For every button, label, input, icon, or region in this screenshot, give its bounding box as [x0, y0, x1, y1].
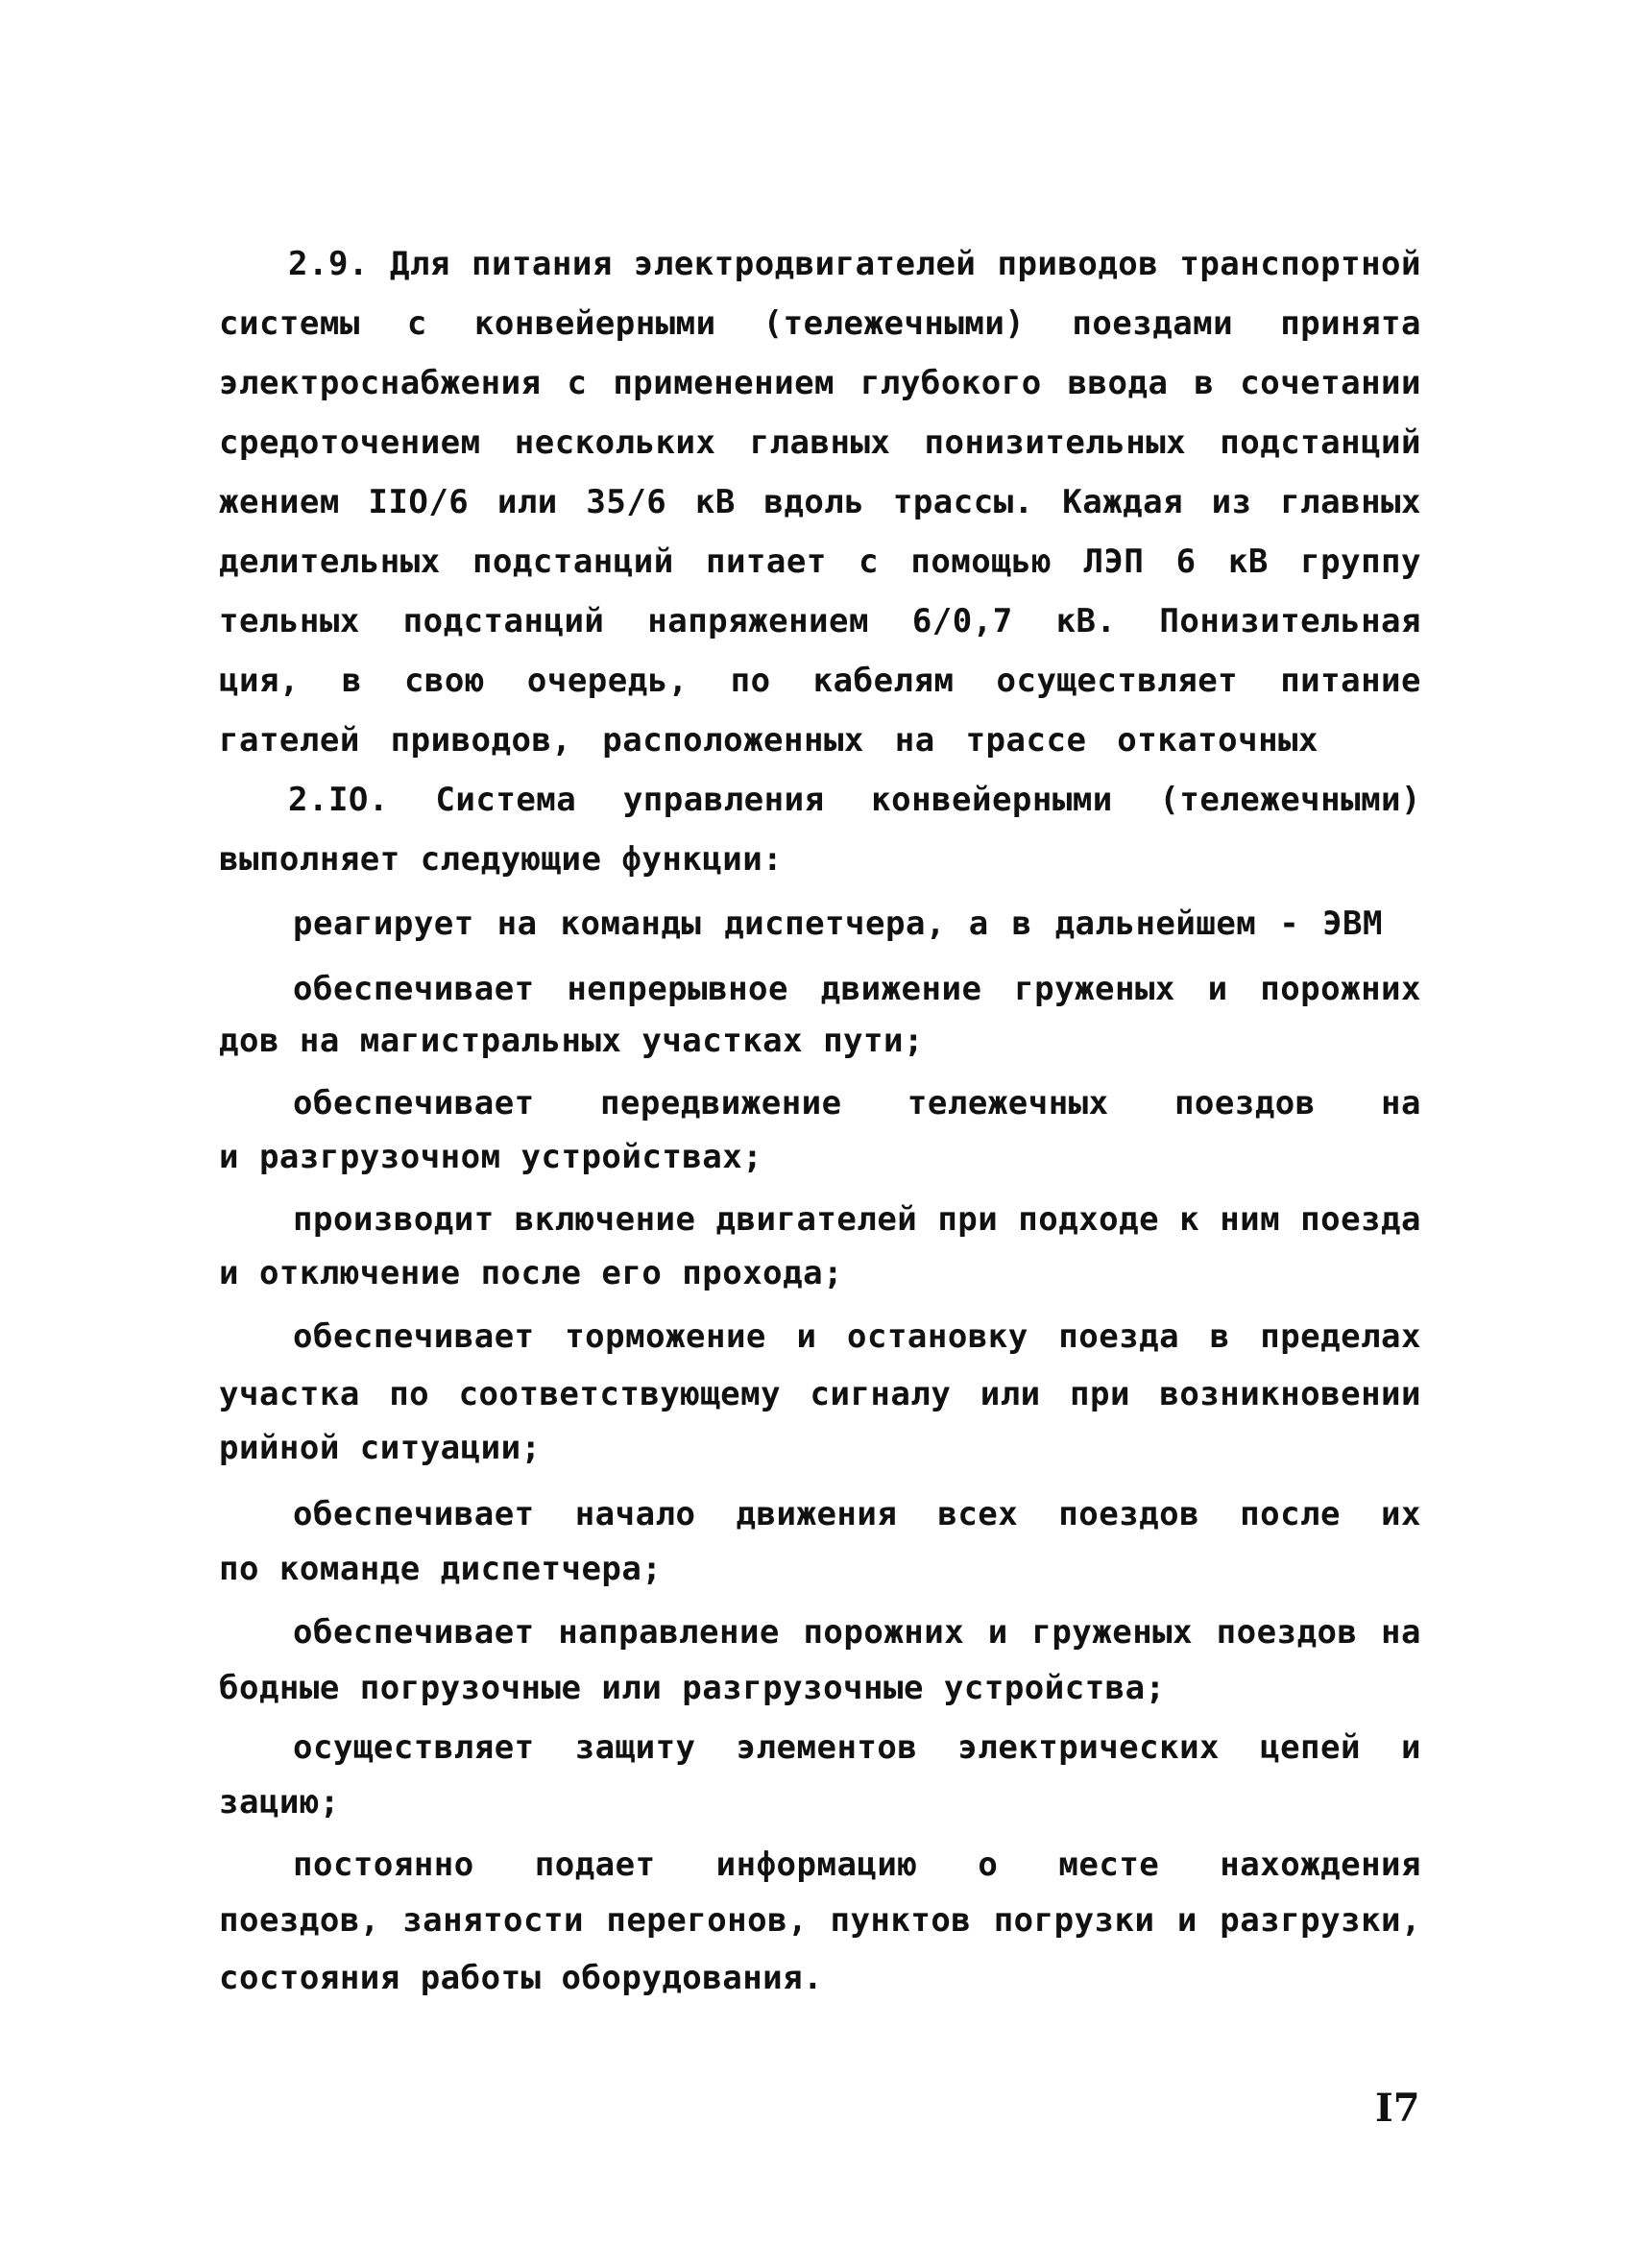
text-line: и отключение после его прохода; [219, 1254, 844, 1292]
text-line: обеспечивает начало движения всех поездов после их [293, 1495, 1421, 1533]
text-line: обеспечивает направление порожних и груженых поездов на [293, 1613, 1421, 1652]
text-line: состояния работы оборудования. [219, 1959, 824, 1997]
text-line: и разгрузочном устройствах; [219, 1138, 763, 1176]
page-number: I7 [1375, 2086, 1420, 2131]
text-line: рийной ситуации; [219, 1429, 542, 1467]
text-line: 2.9. Для питания электродвигателей приводов транспортной [288, 245, 1421, 283]
text-line: постоянно подает информацию о месте нахождения [293, 1846, 1421, 1884]
text-line: тельных подстанций напряжением 6/0,7 кВ. Понизительная [219, 602, 1421, 640]
text-line: осуществляет защиту элементов электрических цепей и [293, 1728, 1421, 1767]
text-line: средоточением нескольких главных понизительных подстанций [219, 423, 1421, 462]
text-line: обеспечивает непрерывное движение груженых и порожних [293, 970, 1421, 1008]
text-line: зацию; [219, 1783, 340, 1822]
text-line: делительных подстанций питает с помощью ЛЭП 6 кВ группу [219, 543, 1421, 581]
text-line: выполняет следующие функции: [219, 840, 784, 879]
text-line: системы с конвейерными (тележечными) поездами принята [219, 304, 1421, 343]
text-line: ция, в свою очередь, по кабелям осуществляет питание [219, 662, 1421, 700]
text-line: бодные погрузочные или разгрузочные устройства; [219, 1669, 1166, 1707]
text-line: электроснабжения с применением глубокого ввода в сочетании [219, 364, 1421, 402]
text-line: участка по соответствующему сигналу или при возникновении [219, 1375, 1421, 1413]
text-line: гателей приводов, расположенных на трассе откаточных [219, 721, 1318, 760]
text-line: производит включение двигателей при подходе к ним поезда [293, 1200, 1421, 1239]
text-line: обеспечивает передвижение тележечных поездов на [293, 1084, 1421, 1122]
text-line: реагирует на команды диспетчера, а в дальнейшем - ЭВМ [293, 905, 1383, 943]
text-line: поездов, занятости перегонов, пунктов погрузки и разгрузки, [219, 1901, 1421, 1940]
text-line: 2.IO. Система управления конвейерными (тележечными) [288, 781, 1421, 819]
text-line: по команде диспетчера; [219, 1550, 663, 1588]
text-line: обеспечивает торможение и остановку поезда в пределах [293, 1317, 1421, 1356]
text-line: жением IIO/6 или 35/6 кВ вдоль трассы. Каждая из главных [219, 483, 1421, 521]
text-line: дов на магистральных участках пути; [219, 1022, 924, 1060]
